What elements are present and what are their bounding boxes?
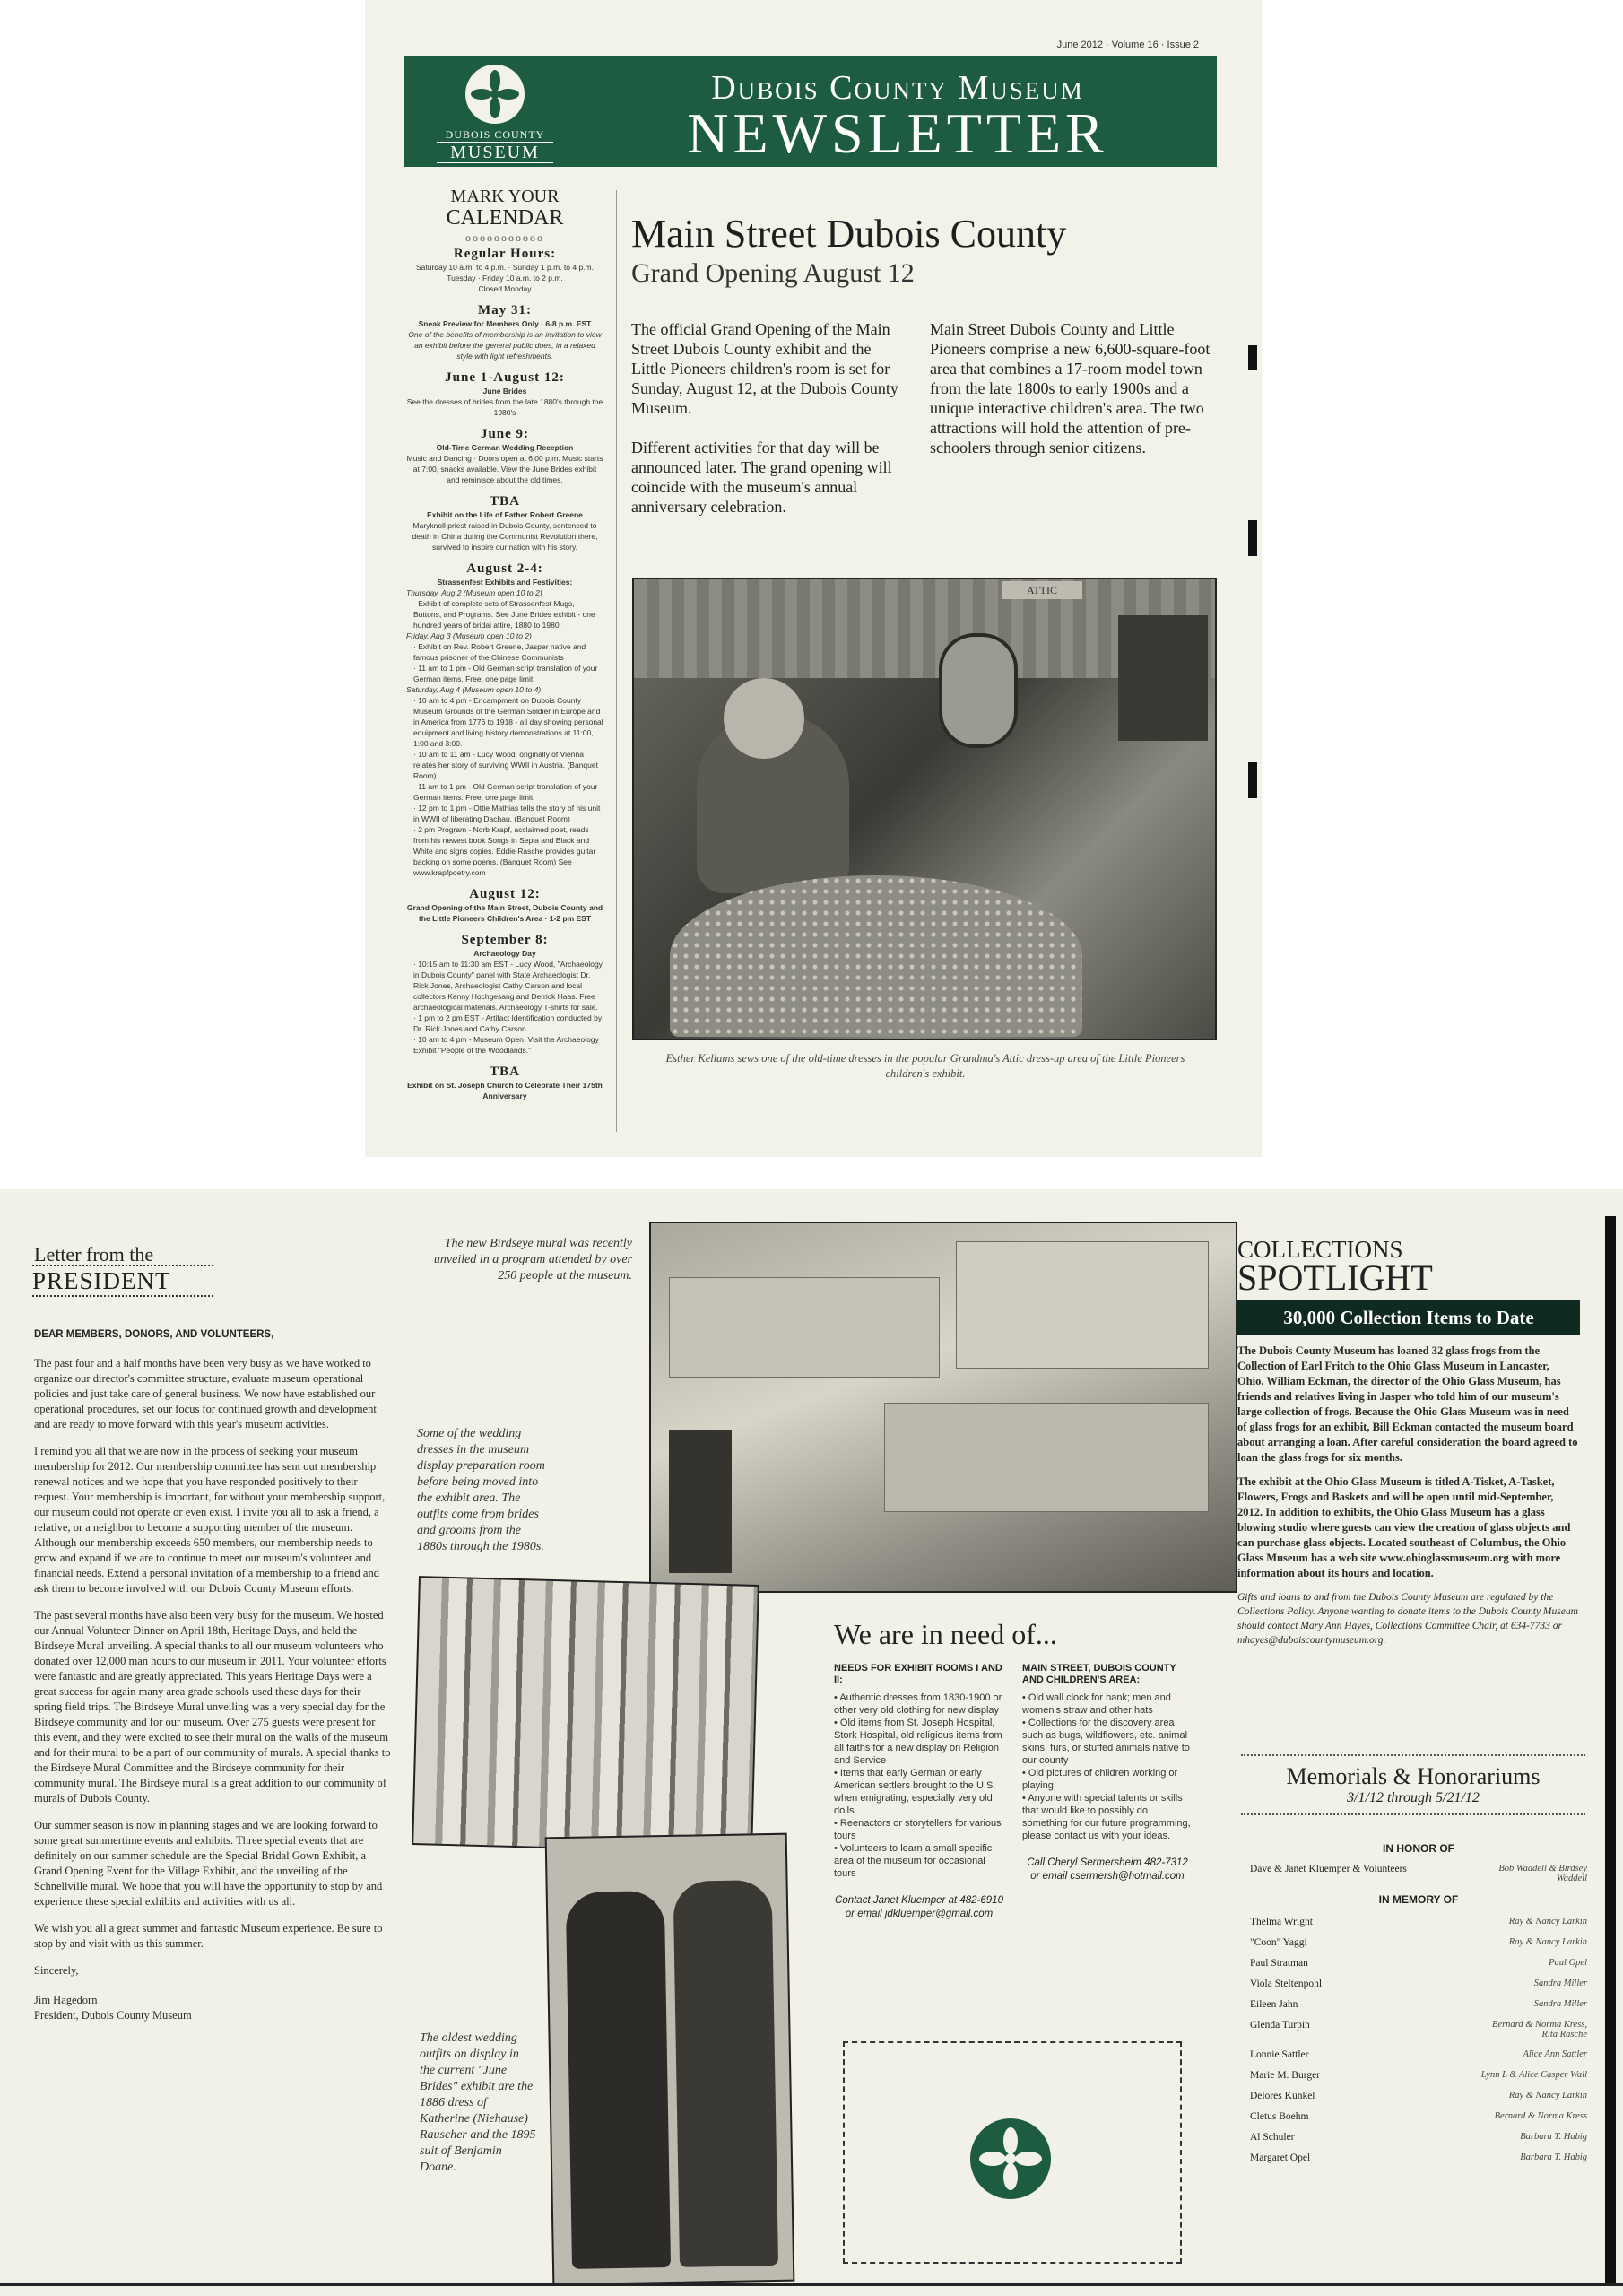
feature-column-2: [930, 319, 1217, 457]
newsletter-front-page: [365, 0, 1262, 1157]
photo-caption: Esther Kellams sews one of the old-time dresses in the popular Grandma's Attic dress-up area of the Little Pioneers children's exhibit.: [665, 1052, 1185, 1080]
scan-edge-mark: [1248, 520, 1257, 556]
memorial-donor: Bob Waddell & Birdsey Waddell: [1498, 1864, 1587, 1883]
list-item: • Volunteers to learn a small specific area of the museum for occasional tours: [834, 1843, 993, 1879]
letter-paragraph: The past four and a half months have been very busy as we have worked to organize our director's committee structure, evaluate museum operational policies and just take care of general business. We now have established our operational procedures, set our focus for continued growth and development and are ready to move forward with this year's museum activities.: [34, 1357, 377, 1431]
memorial-name: Cletus Boehm: [1250, 2111, 1309, 2122]
feature-column-1: [631, 319, 900, 517]
event-title: Exhibit on the Life of Father Robert Greene: [427, 510, 583, 519]
letter-paragraph: The past several months have also been very busy for the museum. We hosted our Annual Volunteer Dinner on April 18th, Heritage Days, and held the Birdseye Mural unveiling. A special thanks to all our museum volunteers who donated over 12,000 man hours to our museum in 2011. Your volunteer efforts were fantastic and are greatly appreciated. This years Heritage Days were a great success for again many area grade schools used these days for their spring field trips. The Birdseye Mural unveiling was a very special day for the Birdseye community and for our museum. Over 275 guests were present for this event, and they were excited to see their mural on the walls of the museum and for their mural to be a part of our community of murals. A special thanks to the Birdseye Mural Committee and the Birdseye community for their community mural. The Birdseye mural is a great addition to our community of murals of Dubois County.: [34, 1609, 391, 1805]
event-day: Friday, Aug 3 (Museum open 10 to 2): [406, 631, 532, 640]
event-date: TBA: [490, 494, 520, 509]
scan-edge-mark: [1248, 762, 1257, 798]
list-item: · 11 am to 1 pm - Old German script translation of your German items. Free, one page limit.: [413, 663, 603, 684]
list-item-text: Items that early German or early American settlers brought to the U.S. when emigrating, especially very old dolls: [834, 1768, 996, 1816]
memorial-donor: Sandra Miller: [1533, 1979, 1587, 1988]
needs-column-heading: MAIN STREET, DUBOIS COUNTY AND CHILDREN'S AREA:: [1022, 1663, 1176, 1685]
memorial-name: "Coon" Yaggi: [1250, 1937, 1307, 1948]
calendar-heading-1: MARK YOUR: [450, 187, 560, 206]
feature-subhead: Grand Opening August 12: [631, 258, 915, 288]
memorial-name: Delores Kunkel: [1250, 2091, 1315, 2101]
list-item-text: Volunteers to learn a small specific area of the museum for occasional tours: [834, 1843, 993, 1879]
event-description: Music and Dancing · Doors open at 6:00 p.m. Music starts at 7:00, snacks available. View the June Brides exhibit and reminisce about the old times.: [406, 454, 603, 484]
calendar-heading-2: CALENDAR: [446, 206, 564, 230]
page-bottom-rule: [0, 2283, 1623, 2286]
needs-contact: Contact Janet Kluemper at 482-6910 or email jdkluemper@gmail.com: [835, 1895, 1003, 1919]
list-item: · 10 am to 11 am - Lucy Wood, originally of Vienna relates her story of surviving WWII in Austria. (Banquet Room): [413, 749, 603, 781]
event-date: TBA: [490, 1065, 520, 1079]
spotlight-paragraph: The Dubois County Museum has loaned 32 glass frogs from the Collection of Earl Fritch to the Ohio Glass Museum in Lancaster, Ohio. William Eckman, the director of the Ohio Glass Museum, has friends and relatives living in Jasper who told him of our museum's large collection of frogs. Because the Ohio Glass Museum was in need of glass frogs for an exhibit, Bill Eckman contacted the museum board about arranging a loan. After careful consideration the board agreed to loan the glass frogs for six months.: [1237, 1344, 1578, 1464]
event-date: June 1-August 12:: [445, 370, 565, 385]
scan-edge-mark: [1605, 1216, 1616, 2283]
photo-hanging-dress: [1118, 615, 1208, 741]
memorial-name: Lonnie Sattler: [1250, 2049, 1309, 2060]
memorial-name: Al Schuler: [1250, 2132, 1295, 2143]
memorial-name: Dave & Janet Kluemper & Volunteers: [1250, 1864, 1407, 1874]
logo-text-line1: DUBOIS COUNTY: [445, 128, 545, 141]
regular-hours-line: Tuesday · Friday 10 a.m. to 2 p.m.: [447, 274, 563, 283]
memorial-donor: Bernard & Norma Kress: [1494, 2111, 1587, 2121]
needs-column-exhibit: [834, 1663, 1004, 1921]
letter-signer-title: President, Dubois County Museum: [34, 2009, 192, 2022]
mural-photo: [649, 1222, 1237, 1593]
museum-logo-icon: [970, 2118, 1051, 2199]
letter-paragraph: I remind you all that we are now in the process of seeking your museum membership for 2012. Our membership committee has sent out membership renewal notices and we hope that you have responded positively to their request. Your membership is important, for without your membership support, our museum could not operate or even exist. I invite you all to ask a friend, a relative, or a neighbor to become a supporting member of the museum. Although our membership exceeds 650 members, our membership needs to grow and expand if we are to continue to meet our museum's volunteer and financial needs. Extend a personal invitation of a membership to a friend and ask them to become involved with our Dubois County Museum efforts.: [34, 1445, 386, 1595]
letter-paragraph: We wish you all a great summer and fantastic Museum experience. Be sure to stop by and visit with us this summer.: [34, 1922, 383, 1950]
calendar-dots: ooooooooooo: [465, 231, 544, 244]
issue-line: June 2012 · Volume 16 · Issue 2: [1056, 39, 1199, 50]
list-item-text: Old wall clock for bank; men and women's straw and other hats: [1022, 1692, 1171, 1716]
mailing-label-box: [843, 2041, 1182, 2264]
spotlight-bar: 30,000 Collection Items to Date: [1237, 1300, 1580, 1335]
memorial-row: [1250, 1917, 1587, 1927]
event-description: One of the benefits of membership is an invitation to view an exhibit before the general public does, in a relaxed style with light refreshments.: [408, 330, 602, 361]
regular-hours-line: Closed Monday: [478, 284, 532, 293]
memorial-row: [1250, 2111, 1587, 2122]
honor-heading: IN HONOR OF: [1383, 1842, 1454, 1855]
mural-plaque: [669, 1430, 732, 1573]
memorial-donor: Lynn L & Alice Casper Wall: [1480, 2070, 1587, 2080]
dresses-caption: Some of the wedding dresses in the museum display preparation room before being moved into the exhibit area. The outfits come from brides and grooms from the 1880s through the 1980s.: [417, 1427, 545, 1553]
letter-salutation: DEAR MEMBERS, DONORS, AND VOLUNTEERS,: [34, 1329, 274, 1340]
memorial-row: [1250, 2132, 1587, 2143]
memorial-row: [1250, 1979, 1587, 1989]
feature-paragraph: Main Street Dubois County and Little Pioneers comprise a new 6,600-square-foot area that combines a 17-room model town from the late 1800s to early 1900s and a unique interactive children's area. The two attractions will hold the attention of pre-schoolers through senior citizens.: [930, 320, 1211, 457]
event-title: Grand Opening of the Main Street, Dubois County and the Little Pioneers Children's Area · 1-2 pm EST: [406, 903, 603, 923]
photo-dress-fabric: [670, 875, 1082, 1037]
memorials-list: [1250, 1842, 1587, 2173]
memorial-donor: Paul Opel: [1549, 1958, 1587, 1968]
photo-suit-dark: [673, 1880, 778, 2267]
spotlight-paragraph: The exhibit at the Ohio Glass Museum is titled A-Tisket, A-Tasket, Flowers, Frogs and Baskets and will be open until mid-September, 2012. In addition to exhibits, the Ohio Glass Museum has a glass blowing studio where guests can view the creation of glass objects and can purchase glass objects. Located southeast of Columbus, the Ohio Glass Museum has a web site www.ohioglassmuseum.org with more information about its hours and location.: [1237, 1475, 1571, 1579]
letter-title: PRESIDENT: [32, 1265, 213, 1297]
memorial-row: [1250, 1999, 1587, 2010]
memorial-donor: Ray & Nancy Larkin: [1508, 1937, 1587, 1947]
photo-dress-dark: [566, 1891, 671, 2269]
letter-body: [34, 1356, 391, 2023]
list-item-text: Anyone with special talents or skills that would like to possibly do something for our future programming, please contact us with your ideas.: [1022, 1793, 1191, 1841]
event-title: Exhibit on St. Joseph Church to Celebrate Their 175th Anniversary: [407, 1081, 603, 1100]
needs-column-heading: NEEDS FOR EXHIBIT ROOMS I AND II:: [834, 1663, 1002, 1685]
regular-hours-line: Saturday 10 a.m. to 4 p.m. · Sunday 1 p.m. to 4 p.m.: [416, 263, 594, 272]
memorial-name: Glenda Turpin: [1250, 2020, 1310, 2031]
list-item: • Items that early German or early American settlers brought to the U.S. when emigrating, especially very old dolls: [834, 1768, 996, 1816]
spotlight-title: SPOTLIGHT: [1237, 1257, 1433, 1298]
memorial-name: Marie M. Burger: [1250, 2070, 1321, 2081]
memorial-donor: Bernard & Norma Kress, Rita Rasche: [1492, 2020, 1587, 2039]
feature-photo: [632, 578, 1217, 1040]
list-item: • Collections for the discovery area such as bugs, wildflowers, etc. animal skins, furs, or stuffed animals native to our county: [1022, 1718, 1190, 1766]
memorials-dates: 3/1/12 through 5/21/12: [1347, 1790, 1480, 1805]
list-item: · 10:15 am to 11:30 am EST - Lucy Wood, "Archaeology in Dubois County" panel with State Archaeologist Dr. Rick Jones, Archaeologist Cathy Carson and local collectors Kenny Hochgesang and Derrick Haas. Free archaeological materials. Archaeology T-shirts for sale.: [413, 959, 603, 1013]
list-item-text: Collections for the discovery area such as bugs, wildflowers, etc. animal skins, furs, or stuffed animals native to our county: [1022, 1718, 1190, 1766]
list-item: · 2 pm Program - Norb Krapf, acclaimed poet, reads from his newest book Songs in Sepia and Black and White and signs copies. Eddie Rasche provides guitar backing on some poems. (Banquet Room) See www.krapfpoetry.com: [413, 824, 603, 878]
needs-list: [1022, 1692, 1193, 1842]
memorial-name: Thelma Wright: [1250, 1917, 1313, 1927]
event-date: May 31:: [478, 303, 532, 317]
list-item: • Old wall clock for bank; men and women's straw and other hats: [1022, 1692, 1171, 1716]
masthead-title-line1: Dubois County Museum: [711, 69, 1084, 107]
oldest-outfits-photo: [545, 1833, 795, 2286]
event-list: [406, 959, 603, 1056]
letter-closing: Sincerely,: [34, 1964, 79, 1977]
event-title: Strassenfest Exhibits and Festivities:: [437, 578, 573, 587]
list-item: · 1 pm to 2 pm EST - Artifact Identification conducted by Dr. Rick Jones and Cathy Carson.: [413, 1013, 603, 1034]
memorial-donor: Ray & Nancy Larkin: [1508, 2091, 1587, 2100]
scan-edge-mark: [1248, 345, 1257, 370]
masthead-title-line2: NEWSLETTER: [687, 101, 1108, 165]
needs-title: We are in need of...: [834, 1618, 1057, 1650]
memorial-donor: Sandra Miller: [1533, 1999, 1587, 2009]
list-item: · 12 pm to 1 pm - Ottie Mathias tells the story of his unit in WWII of liberating Dachau. (Banquet Room): [413, 803, 603, 824]
memorial-row: [1250, 2049, 1587, 2060]
event-day: Thursday, Aug 2 (Museum open 10 to 2): [406, 588, 542, 597]
list-item: · 10 am to 4 pm - Museum Open. Visit the Archaeology Exhibit "People of the Woodlands.": [413, 1034, 603, 1056]
mural-scene-town: [669, 1277, 940, 1378]
spotlight-note: Gifts and loans to and from the Dubois County Museum are regulated by the Collections Policy. Anyone wanting to donate items to the Dubois County Museum should contact Mary Ann Hayes, Collections Committee Chair, at 634-7733 or mhayes@duboiscountymuseum.org.: [1237, 1592, 1578, 1646]
memorial-name: Margaret Opel: [1250, 2152, 1311, 2163]
masthead-banner: [404, 56, 1217, 167]
memorial-name: Viola Steltenpohl: [1250, 1979, 1323, 1989]
memorial-name: Paul Stratman: [1250, 1958, 1308, 1969]
spotlight-body: [1237, 1344, 1578, 1648]
list-item: • Old items from St. Joseph Hospital, Stork Hospital, old religious items from all faiths for a new display on Religion and Service: [834, 1718, 1002, 1766]
oldest-outfits-caption: The oldest wedding outfits on display in the current "June Brides" exhibit are the 1886 dress of Katherine (Niehause) Rauscher and the 1895 suit of Benjamin Doane.: [420, 2031, 536, 2174]
feature-headline: Main Street Dubois County: [631, 212, 1067, 256]
regular-hours-title: Regular Hours:: [453, 247, 557, 261]
list-item-text: Old pictures of children working or playing: [1022, 1768, 1178, 1791]
newsletter-inside-spread: [0, 1189, 1623, 2296]
photo-sign: ATTIC: [1002, 581, 1082, 599]
event-description: Maryknoll priest raised in Dubois County, sentenced to death in China during the Communist Revolution there, survived to inspire our nation with his story.: [412, 521, 598, 552]
photo-mirror: [939, 633, 1018, 748]
memorials-header: [1241, 1754, 1585, 1815]
wedding-dresses-photo: [412, 1576, 759, 1854]
photo-person-head: [724, 678, 804, 759]
needs-list: [834, 1692, 1004, 1880]
mural-caption: The new Birdseye mural was recently unveiled in a program attended by over 250 people at the museum.: [433, 1237, 632, 1283]
list-item: • Authentic dresses from 1830-1900 or other very old clothing for new display: [834, 1692, 1002, 1716]
memorial-row: [1250, 1958, 1587, 1969]
memorial-donor: Barbara T. Habig: [1520, 2132, 1587, 2142]
needs-contact: Call Cheryl Sermersheim 482-7312 or email csermersh@hotmail.com: [1027, 1857, 1188, 1882]
event-day: Saturday, Aug 4 (Museum open 10 to 4): [406, 685, 542, 694]
list-item: · Exhibit on Rev. Robert Greene, Jasper native and famous prisoner of the Chinese Communists: [413, 641, 603, 663]
memorial-donor: Ray & Nancy Larkin: [1508, 1917, 1587, 1926]
list-item-text: Authentic dresses from 1830-1900 or other very old clothing for new display: [834, 1692, 1002, 1716]
list-item: • Reenactors or storytellers for various tours: [834, 1818, 1002, 1841]
museum-logo-icon: [465, 65, 525, 124]
event-list: [406, 641, 603, 684]
memorial-row: [1250, 2091, 1587, 2101]
event-date: September 8:: [461, 933, 549, 947]
event-date: August 2-4:: [466, 561, 543, 576]
letter-kicker: Letter from the: [34, 1243, 154, 1265]
list-item: · Exhibit of complete sets of Strassenfest Mugs, Buttons, and Programs. See June Brides exhibit - one hundred years of bridal attire, 1880 to 1980.: [413, 598, 603, 631]
list-item-text: Reenactors or storytellers for various tours: [834, 1818, 1002, 1841]
letter-signer: Jim Hagedorn: [34, 1994, 98, 2006]
memorial-donor: Alice Ann Sattler: [1523, 2049, 1587, 2059]
event-title: June Brides: [482, 387, 527, 396]
letter-paragraph: Our summer season is now in planning stages and we are looking forward to some great summertime events and exhibits. Three special events that are definitely on our summer schedule are the Special Bridal Gown Exhibit, a Grand Opening Event for the Village Exhibit, and the unveiling of the Schnellville mural. We hope that you will have the opportunity to stop by and experience these special exhibits and activities with us all.: [34, 1819, 383, 1908]
memorial-row: [1250, 2070, 1587, 2081]
memorial-donor: Barbara T. Habig: [1520, 2152, 1587, 2162]
memorial-row: [1250, 2020, 1587, 2039]
event-title: Old-Time German Wedding Reception: [436, 443, 574, 452]
memorial-row: [1250, 1864, 1587, 1883]
feature-paragraph: Different activities for that day will be announced later. The grand opening will coincide with the museum's annual anniversary celebration.: [631, 439, 892, 516]
event-date: August 12:: [469, 887, 541, 901]
event-description: See the dresses of brides from the late 1880's through the 1980's: [406, 397, 603, 417]
column-divider: [616, 190, 617, 1132]
list-item: • Anyone with special talents or skills that would like to possibly do something for our future programming, please contact us with your ideas.: [1022, 1793, 1191, 1841]
memory-heading: IN MEMORY OF: [1378, 1893, 1459, 1906]
list-item-text: Old items from St. Joseph Hospital, Stork Hospital, old religious items from all faiths for a new display on Religion and Service: [834, 1718, 1002, 1766]
memorial-row: [1250, 1937, 1587, 1948]
event-list: [406, 598, 603, 631]
list-item: · 11 am to 1 pm - Old German script translation of your German items. Free, one page limit.: [413, 781, 603, 803]
event-date: June 9:: [480, 427, 530, 441]
logo-text-line2: MUSEUM: [437, 142, 553, 163]
memorial-name: Eileen Jahn: [1250, 1999, 1298, 2010]
list-item: • Old pictures of children working or playing: [1022, 1768, 1178, 1791]
needs-column-main-street: [1022, 1663, 1193, 1883]
mural-scene-church: [956, 1241, 1209, 1369]
calendar-sidebar: [406, 187, 603, 1101]
memorial-row: [1250, 2152, 1587, 2163]
memorials-title: Memorials & Honorariums: [1286, 1763, 1541, 1789]
event-list: [406, 695, 603, 878]
spotlight-kicker: COLLECTIONS: [1237, 1236, 1403, 1263]
mural-scene-street: [884, 1403, 1209, 1512]
feature-paragraph: The official Grand Opening of the Main Street Dubois County exhibit and the Little Pioneers children's room is set for Sunday, August 12, at the Dubois County Museum.: [631, 320, 898, 417]
event-title: Archaeology Day: [473, 949, 536, 958]
event-title: Sneak Preview for Members Only · 6-8 p.m. EST: [418, 319, 592, 328]
list-item: · 10 am to 4 pm - Encampment on Dubois County Museum Grounds of the German Soldier in Europe and in America from 1776 to 1918 - all day showing personal equipment and living history demonstrations at 11:00, 1:00 and 3:00.: [413, 695, 603, 749]
